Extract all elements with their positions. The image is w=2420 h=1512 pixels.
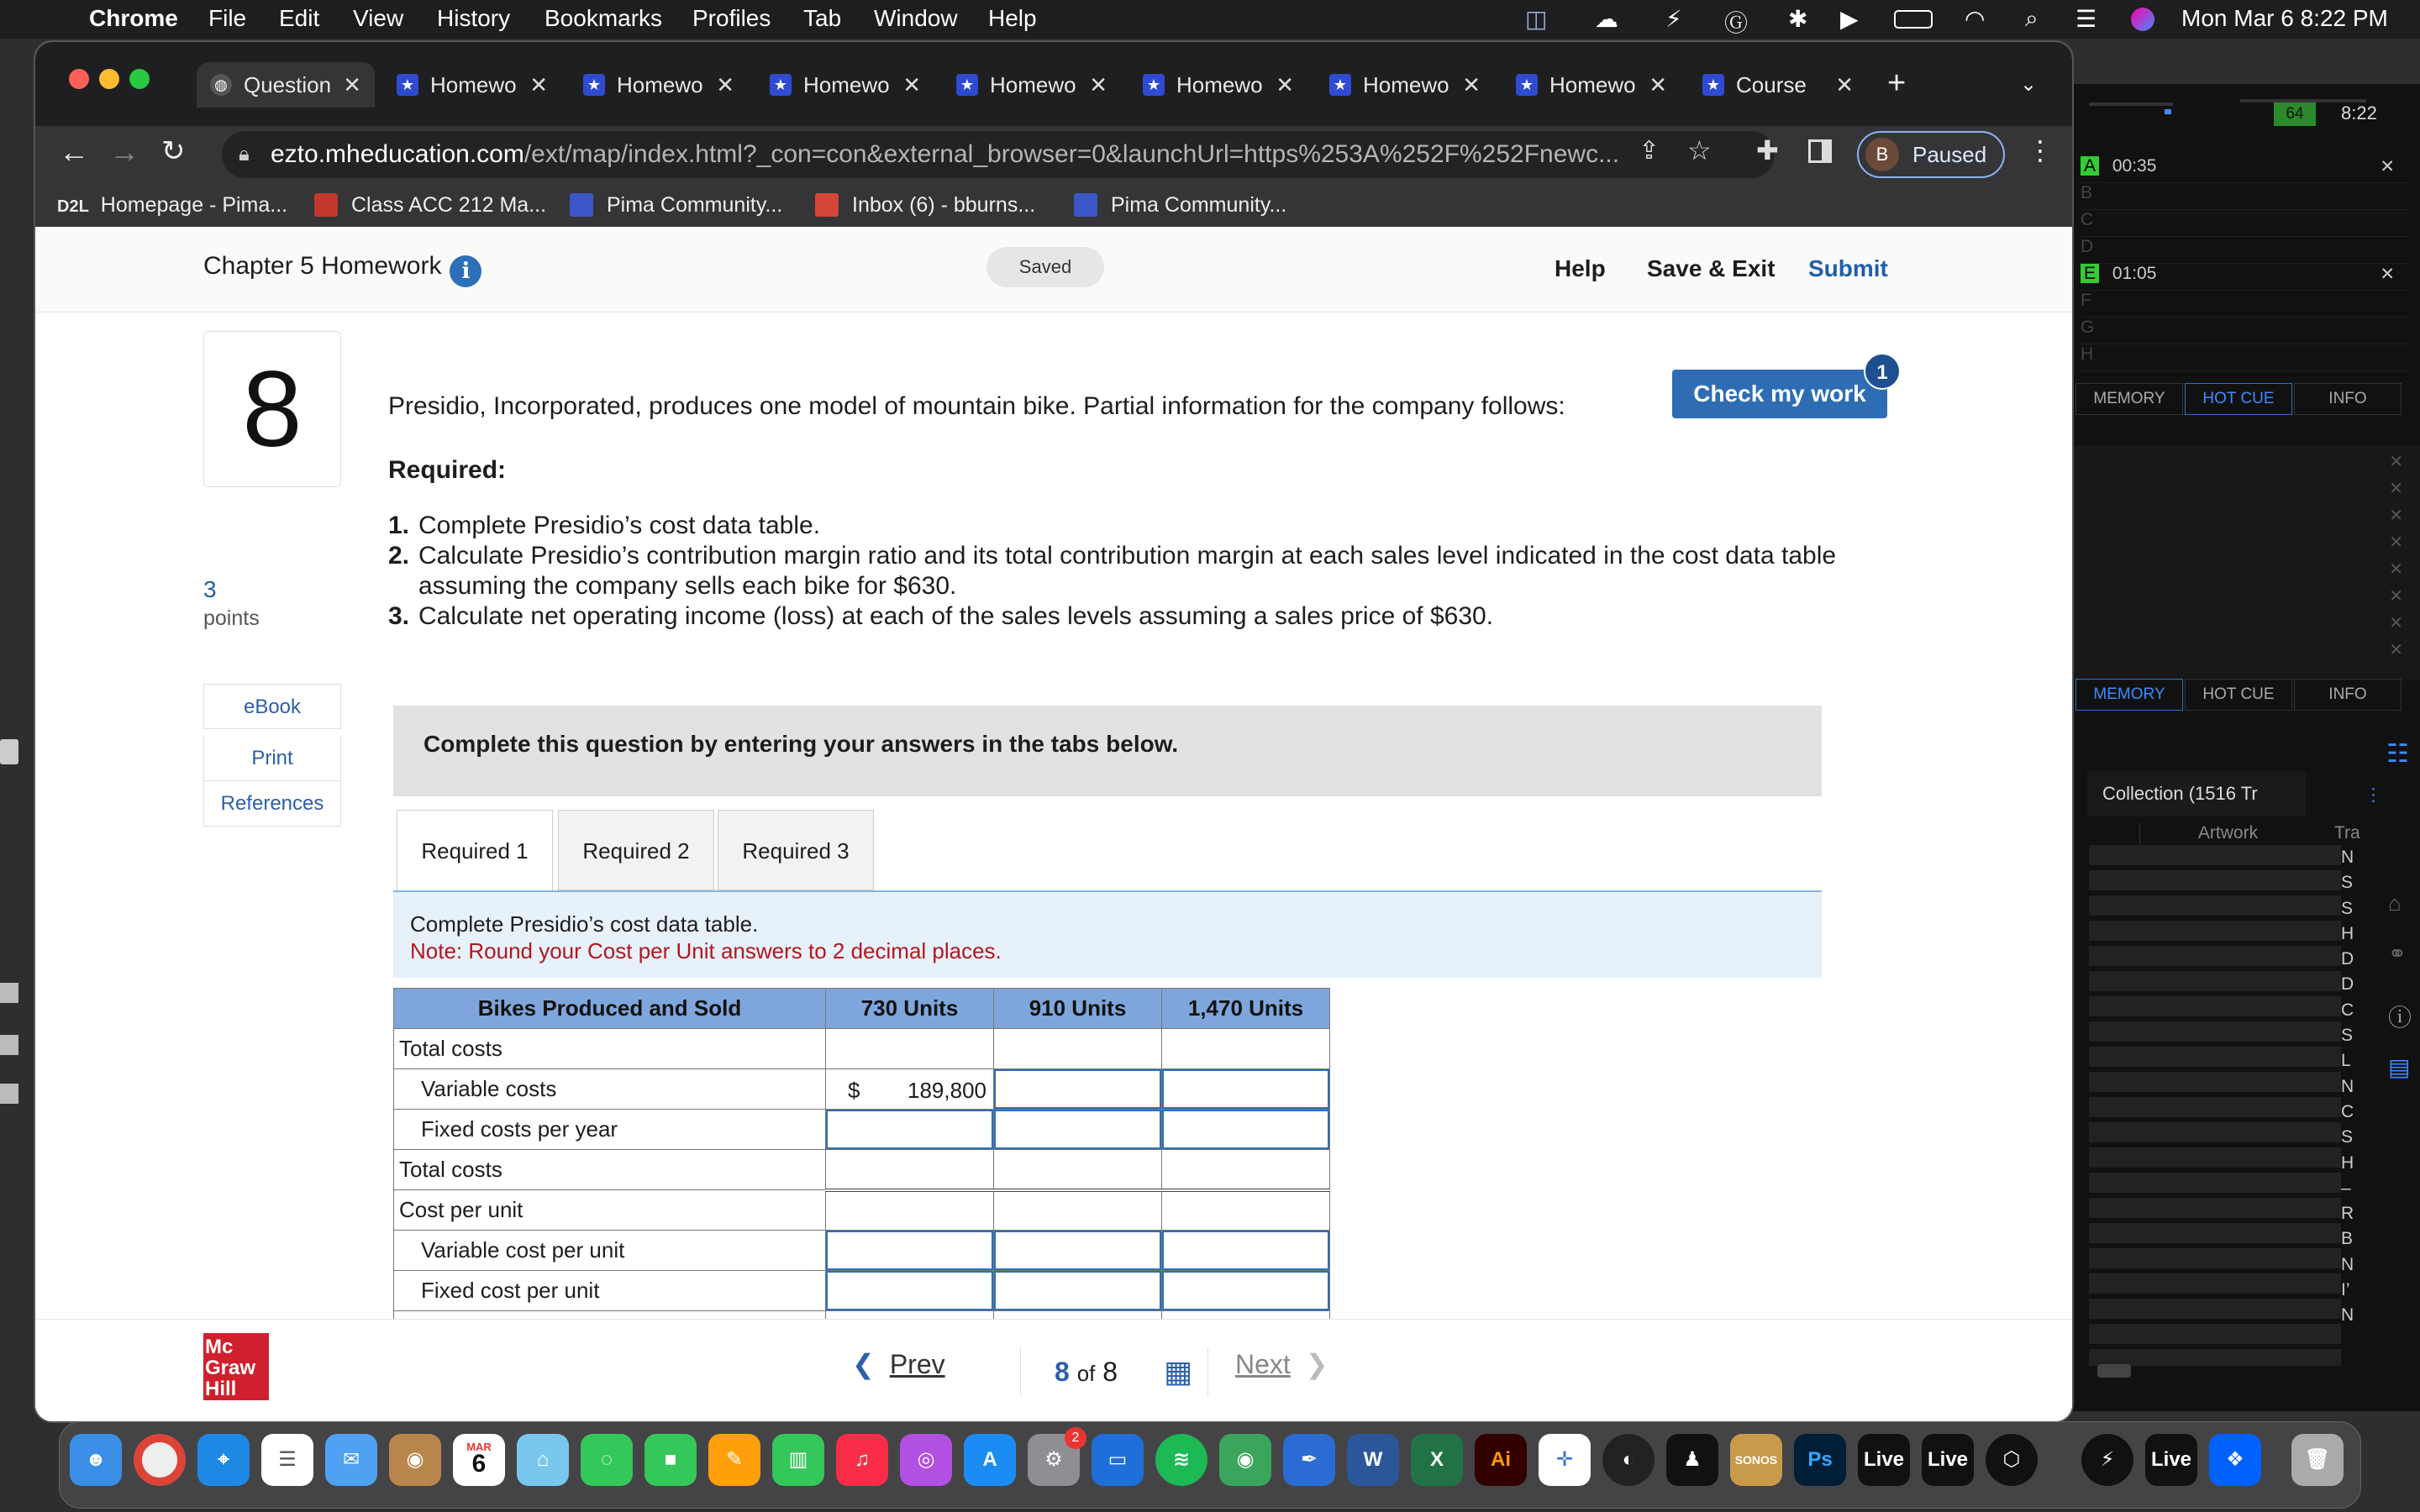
dj-tab-memory[interactable]: MEMORY bbox=[2075, 383, 2183, 415]
page-of: of bbox=[1076, 1361, 1096, 1386]
track-initial[interactable]: N bbox=[2341, 848, 2354, 867]
tab-title: Homewo bbox=[1549, 72, 1636, 97]
required-heading: Required: bbox=[388, 456, 507, 484]
column-header: Bikes Produced and Sold bbox=[394, 989, 826, 1029]
assignment-title bbox=[203, 252, 481, 287]
table-row bbox=[394, 1110, 1330, 1150]
bookmark-label: Class ACC 212 Ma... bbox=[351, 193, 547, 217]
zoom-window-button[interactable] bbox=[129, 69, 150, 89]
info-icon[interactable]: i bbox=[450, 255, 481, 287]
column-header: 910 Units bbox=[994, 989, 1162, 1029]
avatar: B bbox=[1865, 138, 1899, 171]
snowflake-icon bbox=[570, 193, 593, 217]
tab-question[interactable] bbox=[197, 62, 375, 108]
close-tab-icon[interactable]: ✕ bbox=[902, 72, 921, 97]
dj-software-panel bbox=[2072, 84, 2420, 1411]
messages-icon[interactable]: ◌ bbox=[581, 1434, 633, 1486]
close-tab-icon[interactable]: ✕ bbox=[716, 72, 734, 97]
mcgraw-icon bbox=[314, 193, 338, 217]
new-tab-button[interactable]: + bbox=[1887, 66, 1907, 101]
calendar-day: 6 bbox=[471, 1450, 487, 1478]
dj-clock: 8:22 bbox=[2341, 102, 2377, 123]
cell bbox=[1162, 1029, 1330, 1069]
bolt-icon[interactable]: ⚡ bbox=[1665, 6, 1682, 32]
tab-course[interactable] bbox=[1689, 62, 1867, 108]
scrollbar-thumb[interactable] bbox=[2097, 1364, 2131, 1378]
req-number: 2. bbox=[388, 542, 410, 570]
reminders-icon[interactable]: ☰ bbox=[261, 1434, 313, 1486]
fixed-cost-unit-1470-input[interactable] bbox=[1162, 1271, 1330, 1311]
total-pages: 8 bbox=[1102, 1357, 1118, 1387]
cue-slot[interactable]: D bbox=[2081, 237, 2408, 264]
variable-cost-unit-910-input[interactable] bbox=[994, 1231, 1162, 1271]
menu-view[interactable]: View bbox=[353, 5, 404, 31]
prev-label: Prev bbox=[889, 1349, 945, 1379]
alert-icon[interactable] bbox=[0, 739, 18, 764]
requirement-2: Calculate Presidio’s contribution margin ratio and its total contribution margin at each sales level indicated in the cost data table assuming the company sells each bike for $630. bbox=[418, 542, 1837, 600]
table-row bbox=[394, 1150, 1330, 1190]
currency-symbol: $ bbox=[848, 1078, 860, 1103]
sonos-icon[interactable] bbox=[1730, 1434, 1782, 1486]
star-icon: ★ bbox=[1329, 74, 1351, 96]
req-number: 3. bbox=[388, 602, 410, 630]
table-row bbox=[394, 1231, 1330, 1271]
table-header-row bbox=[394, 989, 1330, 1029]
tab-homework[interactable] bbox=[943, 62, 1121, 108]
tab-search-chevron-icon[interactable]: ⌄ bbox=[2020, 73, 2038, 96]
instruction-banner: Complete this question by entering your answers in the tabs below. bbox=[393, 706, 1822, 796]
delete-cue-icon[interactable]: ✕ bbox=[2380, 157, 2395, 176]
track-initial[interactable]: N bbox=[2341, 1305, 2354, 1326]
column-header: 730 Units bbox=[826, 989, 994, 1029]
tab-title: Homewo bbox=[990, 72, 1076, 97]
contacts-icon[interactable]: ◉ bbox=[389, 1434, 441, 1486]
chrome-dock-icon[interactable] bbox=[134, 1434, 186, 1486]
saved-status-badge: Saved bbox=[986, 247, 1104, 287]
app-label: Ai bbox=[1491, 1448, 1511, 1471]
facetime-icon[interactable]: ■ bbox=[644, 1434, 697, 1486]
pages-icon[interactable]: ✎ bbox=[708, 1434, 760, 1486]
tab-homework[interactable] bbox=[756, 62, 934, 108]
excel-icon[interactable]: X bbox=[1411, 1434, 1463, 1486]
wifi-icon[interactable]: ◠ bbox=[1965, 6, 1986, 32]
tab-title: Homewo bbox=[430, 72, 517, 97]
tab-homework[interactable] bbox=[1129, 62, 1307, 108]
illustrator-icon[interactable] bbox=[1475, 1434, 1527, 1486]
tab-required-1[interactable]: Required 1 bbox=[397, 810, 553, 892]
cue-slot[interactable]: C bbox=[2081, 210, 2408, 237]
menu-help[interactable]: Help bbox=[988, 5, 1037, 31]
tag-icon[interactable]: ⌂ bbox=[2388, 890, 2402, 916]
dj-tab-hot-cue[interactable]: HOT CUE bbox=[2185, 383, 2292, 415]
tab-required-3[interactable]: Required 3 bbox=[718, 810, 874, 890]
star-icon: ★ bbox=[583, 74, 605, 96]
word-icon[interactable]: W bbox=[1347, 1434, 1399, 1486]
chrome-menu-icon[interactable]: ⋮ bbox=[2027, 135, 2054, 165]
app-label: SONOS bbox=[1734, 1453, 1778, 1467]
track-initial[interactable]: C bbox=[2341, 1000, 2354, 1020]
menu-edit[interactable]: Edit bbox=[279, 5, 320, 31]
app-label: Ps bbox=[1807, 1448, 1833, 1471]
bookmark-pima-2[interactable] bbox=[1074, 193, 1286, 218]
back-button[interactable]: ← bbox=[59, 134, 89, 169]
points-value: 3 bbox=[203, 576, 217, 602]
app-label: Live bbox=[2150, 1448, 2192, 1471]
bookmark-label: Pima Community... bbox=[1111, 193, 1287, 217]
question-number: 8 bbox=[203, 331, 341, 487]
keynote-icon[interactable]: ▭ bbox=[1092, 1434, 1144, 1486]
app-label: Live bbox=[1927, 1448, 1969, 1471]
creative-cloud-icon[interactable]: ☁ bbox=[1595, 6, 1618, 32]
cue-slot[interactable]: G bbox=[2081, 318, 2408, 344]
cell-value: 189,800 bbox=[908, 1078, 986, 1103]
tab-bar bbox=[35, 42, 2072, 126]
track-initial[interactable]: B bbox=[2341, 1229, 2354, 1249]
control-center-icon[interactable]: ☰ bbox=[2075, 6, 2097, 32]
variable-cost-unit-730-input[interactable] bbox=[826, 1231, 994, 1271]
snowflake-icon bbox=[1074, 193, 1097, 217]
row-label: Fixed cost per unit bbox=[394, 1271, 826, 1311]
bookmark-gmail[interactable] bbox=[815, 193, 1035, 218]
instructions-note bbox=[393, 890, 1822, 978]
note-line-2: Note: Round your Cost per Unit answers to 2 decimal places. bbox=[410, 938, 1002, 963]
submit-link[interactable]: Submit bbox=[1808, 255, 1888, 281]
hot-cue-e[interactable]: E bbox=[2081, 264, 2099, 283]
page-indicator[interactable] bbox=[1020, 1348, 1208, 1395]
track-initial[interactable]: D bbox=[2341, 974, 2354, 995]
dropbox-icon[interactable]: ❖ bbox=[2209, 1434, 2261, 1486]
color-wheel-icon[interactable]: ◐ bbox=[1602, 1434, 1655, 1486]
bookmark-pima-1[interactable] bbox=[570, 193, 782, 218]
mail-icon[interactable]: ✉ bbox=[325, 1434, 377, 1486]
playhead-marker bbox=[2165, 109, 2171, 114]
star-icon: ★ bbox=[1702, 74, 1724, 96]
status-app-icon[interactable]: ◫ bbox=[1525, 6, 1548, 32]
track-list[interactable] bbox=[2089, 845, 2341, 1366]
cue-slot[interactable]: H bbox=[2081, 344, 2408, 371]
hot-cue-a-time: 00:35 bbox=[2112, 156, 2157, 176]
calendar-month: MAR bbox=[466, 1441, 492, 1453]
bookmarks-bar bbox=[35, 183, 2072, 227]
menu-window[interactable]: Window bbox=[874, 5, 958, 31]
chevron-left-icon: ❮ bbox=[852, 1349, 875, 1379]
total-costs-910-cell bbox=[994, 1150, 1162, 1190]
folder-icon[interactable] bbox=[0, 1084, 18, 1104]
track-initial[interactable]: D bbox=[2341, 949, 2354, 969]
track-initial[interactable]: N bbox=[2341, 1076, 2354, 1096]
tab-required-2[interactable]: Required 2 bbox=[558, 810, 714, 890]
ebook-link[interactable]: eBook bbox=[203, 684, 341, 729]
menu-profiles[interactable]: Profiles bbox=[692, 5, 771, 31]
collection-title[interactable]: Collection (1516 Tr bbox=[2087, 771, 2306, 816]
numbers-icon[interactable]: ▥ bbox=[772, 1434, 824, 1486]
total-costs-730-cell bbox=[826, 1150, 994, 1190]
bpm-badge: 64 bbox=[2274, 102, 2316, 126]
tableau-icon[interactable]: ✛ bbox=[1539, 1434, 1591, 1486]
logo-text: Graw bbox=[205, 1357, 256, 1379]
spotlight-search-icon[interactable]: ⌕ bbox=[2025, 5, 2039, 31]
tab-homework[interactable] bbox=[570, 62, 748, 108]
check-work-count-badge: 1 bbox=[1864, 353, 1901, 390]
forward-button[interactable]: → bbox=[109, 134, 139, 169]
app-store-icon[interactable]: A bbox=[964, 1434, 1016, 1486]
prev-button[interactable] bbox=[852, 1348, 945, 1380]
close-tab-icon[interactable]: ✕ bbox=[1462, 72, 1481, 97]
toolbar bbox=[35, 126, 2072, 183]
bookmark-label: Inbox (6) - bburns... bbox=[852, 193, 1036, 217]
tab-title: Homewo bbox=[1363, 72, 1449, 97]
sidebar-list-icon[interactable] bbox=[0, 983, 18, 1003]
save-exit-link[interactable]: Save & Exit bbox=[1647, 255, 1776, 281]
d2l-logo: D2L bbox=[57, 197, 89, 216]
dj-tab-memory[interactable]: MEMORY bbox=[2075, 679, 2183, 711]
ableton-live-icon[interactable] bbox=[2145, 1434, 2197, 1486]
fixed-cost-unit-910-input[interactable] bbox=[994, 1271, 1162, 1311]
assignment-footer bbox=[35, 1319, 2072, 1421]
tab-title: Course bbox=[1736, 72, 1807, 97]
folder-icon[interactable] bbox=[0, 1035, 18, 1055]
title-text: Chapter 5 Homework bbox=[203, 252, 442, 280]
browser-view-icon[interactable]: ☷ bbox=[2386, 740, 2409, 768]
ableton-live-icon[interactable] bbox=[1922, 1434, 1974, 1486]
column-artwork[interactable]: Artwork bbox=[2139, 823, 2316, 848]
fixed-cost-unit-730-input[interactable] bbox=[826, 1271, 994, 1311]
waveform-bar bbox=[2089, 102, 2173, 106]
dj-tab-info[interactable]: INFO bbox=[2294, 383, 2402, 415]
calendar-icon[interactable] bbox=[453, 1434, 505, 1486]
close-tab-icon[interactable]: ✕ bbox=[1276, 72, 1294, 97]
menubar-clock[interactable]: Mon Mar 6 8:22 PM bbox=[2181, 5, 2388, 31]
close-window-button[interactable] bbox=[69, 69, 89, 89]
track-initial[interactable]: C bbox=[2341, 1101, 2354, 1121]
references-link[interactable]: References bbox=[203, 781, 341, 827]
notification-badge: 2 bbox=[1065, 1427, 1086, 1449]
close-tab-icon[interactable]: ✕ bbox=[1089, 72, 1107, 97]
profile-status: Paused bbox=[1912, 142, 1987, 167]
cell bbox=[826, 1190, 994, 1231]
address-bar[interactable] bbox=[222, 131, 1775, 178]
fixed-costs-730-input[interactable] bbox=[826, 1110, 994, 1150]
track-initial[interactable]: S bbox=[2341, 1026, 2354, 1046]
star-icon: ★ bbox=[770, 74, 792, 96]
lock-icon[interactable]: 🔒︎ bbox=[239, 143, 250, 165]
track-title-column[interactable] bbox=[2341, 845, 2375, 1329]
menu-file[interactable]: File bbox=[208, 5, 247, 31]
gmail-icon bbox=[815, 193, 839, 217]
star-icon: ★ bbox=[397, 74, 418, 96]
help-link[interactable]: Help bbox=[1555, 255, 1606, 281]
req-number: 1. bbox=[388, 512, 410, 539]
runner-app-icon[interactable]: ♟ bbox=[1666, 1434, 1718, 1486]
column-track[interactable]: Tra bbox=[2334, 823, 2360, 843]
menu-bookmarks[interactable]: Bookmarks bbox=[544, 5, 663, 31]
grammarly-icon[interactable]: Ⓖ bbox=[1724, 10, 1749, 36]
note-line-1: Complete Presidio’s cost data table. bbox=[410, 911, 759, 937]
bookmark-label: Homepage - Pima... bbox=[100, 193, 288, 217]
play-icon[interactable]: ▶ bbox=[1840, 6, 1859, 32]
collection-menu-icon[interactable]: ⋮ bbox=[2365, 785, 2382, 805]
row-label: Variable cost per unit bbox=[394, 1231, 826, 1271]
hot-cue-a[interactable]: A bbox=[2081, 156, 2099, 176]
globe-icon: ◍ bbox=[210, 74, 232, 96]
assignment-header bbox=[35, 227, 2072, 312]
cost-data-table bbox=[393, 988, 1330, 1353]
app-label: Live bbox=[1863, 1448, 1905, 1471]
cell bbox=[994, 1029, 1162, 1069]
side-panel-icon[interactable] bbox=[1808, 139, 1832, 163]
track-initial[interactable]: H bbox=[2341, 1152, 2354, 1173]
delete-cue-icon[interactable]: ✕ bbox=[2380, 265, 2395, 284]
info-icon[interactable]: ⓘ bbox=[2388, 1005, 2412, 1031]
current-page: 8 bbox=[1055, 1357, 1070, 1387]
page-content bbox=[35, 227, 2072, 1421]
track-initial[interactable]: S bbox=[2341, 898, 2354, 918]
chevron-right-icon: ❯ bbox=[1305, 1349, 1328, 1379]
reload-button[interactable]: ↻ bbox=[161, 135, 186, 167]
row-label: Total costs bbox=[394, 1150, 826, 1190]
profile-button[interactable] bbox=[1857, 131, 2005, 178]
bluetooth-icon[interactable]: ✱ bbox=[1788, 6, 1808, 32]
mcgraw-hill-logo bbox=[203, 1333, 269, 1400]
close-tab-icon[interactable]: ✕ bbox=[343, 72, 361, 97]
tab-title: Homewo bbox=[1176, 72, 1263, 97]
link-icon[interactable]: ⚭ bbox=[2388, 941, 2407, 966]
tab-homework[interactable] bbox=[1502, 62, 1681, 108]
track-initial[interactable]: H bbox=[2341, 923, 2354, 943]
close-tab-icon[interactable]: ✕ bbox=[1835, 72, 1854, 97]
track-initial[interactable]: N bbox=[2341, 1254, 2354, 1274]
logo-text: Hill bbox=[205, 1378, 237, 1400]
row-label: Fixed costs per year bbox=[394, 1110, 826, 1150]
share-icon[interactable]: ⇪ bbox=[1639, 137, 1660, 165]
battery-icon[interactable] bbox=[1894, 10, 1933, 29]
pen-app-icon[interactable]: ✒ bbox=[1283, 1434, 1335, 1486]
table-row bbox=[394, 1190, 1330, 1231]
track-initial[interactable]: S bbox=[2341, 873, 2354, 893]
row-label: Variable costs bbox=[394, 1069, 826, 1110]
finder-icon[interactable]: ☻ bbox=[70, 1434, 122, 1486]
table-row bbox=[394, 1029, 1330, 1069]
star-icon: ★ bbox=[1516, 74, 1538, 96]
chrome-window bbox=[35, 42, 2072, 1421]
menu-app-name[interactable]: Chrome bbox=[89, 5, 178, 31]
list-view-icon[interactable]: ▤ bbox=[2388, 1054, 2411, 1080]
tab-title: Homewo bbox=[617, 72, 703, 97]
row-label: Total costs bbox=[394, 1029, 826, 1069]
maps-icon[interactable]: ⌂ bbox=[517, 1434, 569, 1486]
photoshop-icon[interactable] bbox=[1794, 1434, 1846, 1486]
close-tab-icon[interactable]: ✕ bbox=[1649, 72, 1667, 97]
minimize-window-button[interactable] bbox=[99, 69, 119, 89]
star-icon: ★ bbox=[956, 74, 978, 96]
tab-title: Homewo bbox=[803, 72, 890, 97]
menu-history[interactable]: History bbox=[437, 5, 511, 31]
logo-text: Mc bbox=[205, 1336, 234, 1358]
trash-icon[interactable]: 🗑︎ bbox=[2291, 1434, 2344, 1486]
url-host: ezto.mheducation.com bbox=[271, 140, 524, 168]
variable-costs-910-input[interactable] bbox=[994, 1069, 1162, 1110]
tab-homework[interactable] bbox=[1316, 62, 1494, 108]
bookmark-label: Pima Community... bbox=[607, 193, 783, 217]
table-row bbox=[394, 1069, 1330, 1110]
track-initial[interactable]: I’ bbox=[2341, 1280, 2350, 1300]
track-initial[interactable]: – bbox=[2341, 1178, 2351, 1198]
siri-icon[interactable] bbox=[2131, 8, 2154, 31]
star-icon: ★ bbox=[1143, 74, 1165, 96]
requirement-3: Calculate net operating income (loss) at each of the sales levels assuming a sales price of $630. bbox=[418, 602, 1494, 630]
url-path: /ext/map/index.html?_con=con&external_browser=0&launchUrl=https%253A%252F%252Fnewc... bbox=[523, 140, 1620, 168]
points-label: points bbox=[203, 606, 260, 630]
cue-slot[interactable]: B bbox=[2081, 183, 2408, 210]
bookmark-class-acc[interactable] bbox=[314, 193, 546, 218]
music-icon[interactable]: ♫ bbox=[836, 1434, 888, 1486]
memory-cue-list[interactable]: ✕ ✕ ✕ ✕ ✕ ✕ ✕ ✕ bbox=[2072, 445, 2420, 680]
ableton-live-icon[interactable] bbox=[1858, 1434, 1910, 1486]
next-label: Next bbox=[1235, 1349, 1291, 1379]
cell bbox=[1162, 1190, 1330, 1231]
column-header: 1,470 Units bbox=[1162, 989, 1330, 1029]
print-link[interactable]: Print bbox=[203, 736, 341, 781]
cell bbox=[994, 1190, 1162, 1231]
table-row bbox=[394, 1271, 1330, 1311]
track-initial[interactable]: R bbox=[2341, 1204, 2354, 1224]
tab-title: Question bbox=[244, 72, 332, 97]
find-my-icon[interactable]: ◉ bbox=[1219, 1434, 1271, 1486]
requirement-1: Complete Presidio’s cost data table. bbox=[418, 512, 821, 539]
grid-icon[interactable]: ▦ bbox=[1163, 1354, 1192, 1389]
question-intro: Presidio, Incorporated, produces one model of mountain bike. Partial information for the company follows: bbox=[388, 392, 1565, 420]
track-initial[interactable]: S bbox=[2341, 1127, 2354, 1147]
row-label: Cost per unit bbox=[394, 1190, 826, 1231]
dj-tab-hot-cue[interactable]: HOT CUE bbox=[2185, 679, 2292, 711]
fixed-costs-1470-input[interactable] bbox=[1162, 1110, 1330, 1150]
rekordbox-icon[interactable]: ⬡ bbox=[1986, 1434, 2038, 1486]
next-button[interactable] bbox=[1235, 1348, 1328, 1380]
mac-menubar bbox=[0, 0, 2420, 39]
variable-costs-730-cell bbox=[826, 1069, 994, 1110]
dj-tab-info[interactable]: INFO bbox=[2294, 679, 2402, 711]
tab-homework[interactable] bbox=[383, 62, 561, 108]
fixed-costs-910-input[interactable] bbox=[994, 1110, 1162, 1150]
podcasts-icon[interactable]: ◎ bbox=[900, 1434, 952, 1486]
hot-cue-e-time: 01:05 bbox=[2112, 264, 2157, 283]
spotify-icon[interactable]: ≋ bbox=[1155, 1434, 1207, 1486]
extensions-icon[interactable]: ✚ bbox=[1756, 135, 1779, 165]
question-prompt bbox=[388, 391, 1901, 632]
close-tab-icon[interactable]: ✕ bbox=[529, 72, 548, 97]
variable-cost-unit-1470-input[interactable] bbox=[1162, 1231, 1330, 1271]
safari-icon[interactable]: ⌖ bbox=[197, 1434, 250, 1486]
variable-costs-1470-input[interactable] bbox=[1162, 1069, 1330, 1110]
bookmark-d2l[interactable] bbox=[57, 193, 287, 218]
menu-tab[interactable]: Tab bbox=[803, 5, 842, 31]
system-settings-icon[interactable]: ⚙ bbox=[1028, 1434, 1080, 1486]
bookmark-star-icon[interactable]: ☆ bbox=[1687, 135, 1712, 165]
total-costs-1470-cell bbox=[1162, 1150, 1330, 1190]
cue-slot[interactable]: F bbox=[2081, 291, 2408, 318]
serato-icon[interactable]: ⚡ bbox=[2081, 1434, 2133, 1486]
button-label: Check my work bbox=[1693, 381, 1866, 407]
cell bbox=[826, 1029, 994, 1069]
macos-dock bbox=[59, 1421, 2361, 1509]
track-initial[interactable]: L bbox=[2341, 1051, 2351, 1071]
